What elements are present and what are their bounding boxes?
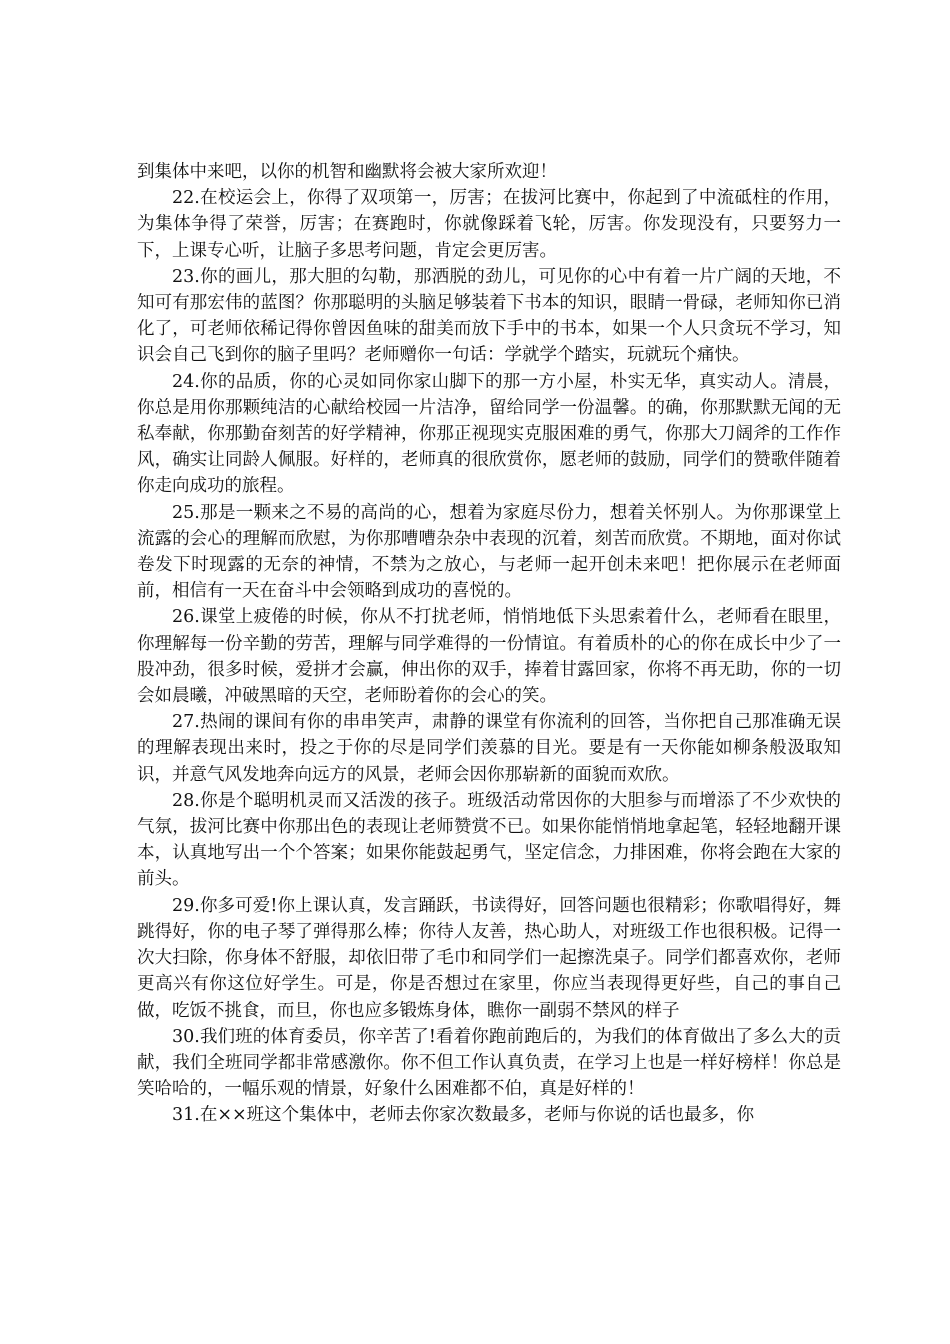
- paragraph-23: 23.你的画儿，那大胆的勾勒，那洒脱的劲儿，可见你的心中有着一片广阔的天地，不知可有那宏伟的蓝图？你那聪明的头脑足够装着下书本的知识，眼睛一骨碌，老师知你已消化了，可老师依稀记得你曾因鱼味的甜美而放下手中的书本，如果一个人只贪玩不学习，知识会自己飞到你的脑子里吗？老师赠你一句话：学就学个踏实，玩就玩个痛快。: [137, 266, 841, 366]
- paragraph-25: 25.那是一颗来之不易的高尚的心，想着为家庭尽份力，想着关怀别人。为你那课堂上流露的会心的理解而欣慰，为你那嘈嘈杂杂中表现的沉着，刻苦而欣赏。不期地，面对你试卷发下时现露的无奈的神情，不禁为之放心，与老师一起开创未来吧！把你展示在老师面前，相信有一天在奋斗中会领略到成功的喜悦的。: [137, 502, 841, 602]
- paragraph-26: 26.课堂上疲倦的时候，你从不打扰老师，悄悄地低下头思索着什么，老师看在眼里，你理解每一份辛勤的劳苦，理解与同学难得的一份情谊。有着质朴的心的你在成长中少了一股冲劲，很多时候，爱拼才会赢，伸出你的双手，捧着甘露回家，你将不再无助，你的一切会如晨曦，冲破黑暗的天空，老师盼着你的会心的笑。: [137, 607, 841, 707]
- document-body: [137, 159, 841, 1129]
- paragraph-22: 22.在校运会上，你得了双项第一，厉害；在拔河比赛中，你起到了中流砥柱的作用，为集体争得了荣誉，厉害；在赛跑时，你就像踩着飞轮，厉害。你发现没有，只要努力一下，上课专心听，让脑子多思考问题，肯定会更厉害。: [137, 188, 841, 261]
- paragraph-continuation: 到集体中来吧，以你的机智和幽默将会被大家所欢迎！: [137, 162, 557, 182]
- paragraph-27: 27.热闹的课间有你的串串笑声，肃静的课堂有你流利的回答，当你把自己那准确无误的理解表现出来时，投之于你的尽是同学们羡慕的目光。要是有一天你能如柳条般汲取知识，并意气风发地奔向远方的风景，老师会因你那崭新的面貌而欢欣。: [137, 712, 841, 785]
- paragraph-30: 30.我们班的体育委员，你辛苦了!看着你跑前跑后的，为我们的体育做出了多么大的贡献，我们全班同学都非常感激你。你不但工作认真负责，在学习上也是一样好榜样！你总是笑哈哈的，一幅乐观的情景，好象什么困难都不伯，真是好样的！: [137, 1026, 841, 1100]
- paragraph-31: 31.在××班这个集体中，老师去你家次数最多，老师与你说的话也最多，你: [172, 1105, 755, 1126]
- paragraph-28: 28.你是个聪明机灵而又活泼的孩子。班级活动常因你的大胆参与而增添了不少欢快的气氛，拔河比赛中你那出色的表现让老师赞赏不已。如果你能悄悄地拿起笔，轻轻地翻开课本，认真地写出一个个答案；如果你能鼓起勇气，坚定信念，力排困难，你将会跑在大家的前头。: [137, 790, 841, 890]
- paragraph-29: 29.你多可爱!你上课认真，发言踊跃，书读得好，回答问题也很精彩；你歌唱得好，舞跳得好，你的电子琴了弹得那么棒；你待人友善，热心助人，对班级工作也很积极。记得一次大扫除，你身体不舒服，却依旧带了毛巾和同学们一起擦洗桌子。同学们都喜欢你，老师更高兴有你这位好学生。可是，你是否想过在家里，你应当表现得更好些，自己的事自己做，吃饭不挑食，而旦，你也应多锻炼身体，瞧你一副弱不禁风的样子: [137, 895, 841, 1021]
- paragraph-24: 24.你的品质，你的心灵如同你家山脚下的那一方小屋，朴实无华，真实动人。清晨，你总是用你那颗纯洁的心献给校园一片洁净，留给同学一份温馨。的确，你那默默无闻的无私奉献，你那勤奋刻苦的好学精神，你那正视现实克服困难的勇气，你那大刀阔斧的工作作风，确实让同龄人佩服。好样的，老师真的很欣赏你，愿老师的鼓励，同学们的赞歌伴随着你走向成功的旅程。: [137, 371, 841, 497]
